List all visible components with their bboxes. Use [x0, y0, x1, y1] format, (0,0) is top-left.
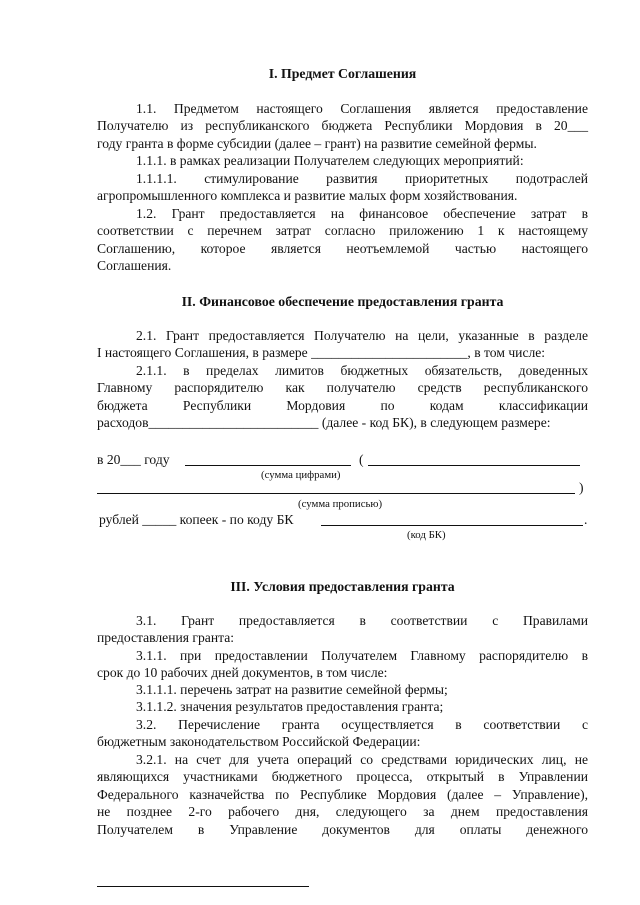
paren-close: )	[579, 480, 584, 495]
paragraph-1-2	[97, 205, 588, 275]
text-line: 1.1. Предметом настоящего Соглашения является предоставление	[136, 101, 588, 116]
text-line: предоставления гранта:	[97, 630, 235, 646]
section-1-title: I. Предмет Соглашения	[268, 66, 417, 81]
text-line: Получателю из республиканского бюджета Республики Мордовия в 20___	[97, 118, 588, 134]
text-line: 1.1.1.1. стимулирование развития приоритетных подотраслей	[136, 171, 588, 186]
paragraph-3-1	[97, 612, 588, 647]
rub-line-prefix: рублей _____ копеек - по коду БК	[99, 512, 294, 527]
paragraph-1-1	[97, 100, 588, 152]
section-2-title: II. Финансовое обеспечение предоставления гранта	[181, 294, 504, 309]
rub-line-end: .	[584, 512, 588, 527]
paragraph-3-1-1	[97, 647, 588, 682]
caption-bk: (код БК)	[407, 529, 446, 541]
text-line: 3.1.1.2. значения результатов предоставления гранта;	[136, 699, 444, 714]
text-line: Соглашения.	[97, 258, 172, 274]
text-line: Получателем в Управление документов для оплаты денежного	[97, 821, 588, 837]
caption-digits: (сумма цифрами)	[261, 469, 341, 481]
text-line: 1.2. Грант предоставляется на финансовое обеспечение затрат в	[136, 206, 588, 221]
section-3-title: III. Условия предоставления гранта	[230, 579, 455, 594]
text-line: 3.2.1. на счет для учета операций со средствами юридических лиц, не	[136, 752, 588, 767]
text-line: Главному распорядителю как получателю средств республиканского	[97, 380, 588, 396]
paragraph-2-1-1	[97, 362, 588, 432]
paragraph-3-2-1	[97, 751, 588, 838]
text-line: не позднее 2-го рабочего дня, следующего за днем предоставления	[97, 804, 588, 820]
text-line: 3.1.1.1. перечень затрат на развитие семейной фермы;	[136, 682, 448, 697]
text-line: 3.1.1. при предоставлении Получателем Главному распорядителю в	[136, 648, 588, 663]
text-line: I настоящего Соглашения, в размере _______________________, в том числе:	[97, 345, 546, 361]
amount-words-field-1[interactable]	[368, 453, 580, 466]
text-line: бюджетным законодательством Российской Федерации:	[97, 734, 421, 750]
text-line: 2.1. Грант предоставляется Получателю на цели, указанные в разделе	[136, 328, 588, 343]
text-line: Федерального казначейства по Республике Мордовия (далее – Управление),	[97, 786, 588, 802]
text-line: расходов_________________________ (далее - код БК), в следующем размере:	[97, 415, 551, 431]
paragraph-2-1	[97, 327, 588, 362]
text-line: агропромышленного комплекса и развитие малых форм хозяйствования.	[97, 188, 518, 204]
paragraph-3-1-1-2	[97, 698, 588, 715]
text-line: 2.1.1. в пределах лимитов бюджетных обязательств, доведенных	[136, 363, 588, 378]
text-line: году гранта в форме субсидии (далее – грант) на развитие семейной фермы.	[97, 135, 537, 151]
paren-open: (	[359, 452, 364, 467]
text-line: Соглашению, которое является неотъемлемой частью настоящего	[97, 240, 588, 256]
text-line: 3.1. Грант предоставляется в соответствии с Правилами	[136, 613, 588, 628]
caption-words: (сумма прописью)	[298, 498, 383, 510]
bk-code-field[interactable]	[321, 513, 583, 526]
text-line: являющихся участниками бюджетного процесса, открытый в Управлении	[97, 769, 588, 785]
paragraph-3-2	[97, 716, 588, 751]
text-line: 3.2. Перечисление гранта осуществляется в соответствии с	[136, 717, 588, 732]
text-line: бюджета Республики Мордовия по кодам классификации	[97, 397, 588, 413]
text-line: 1.1.1. в рамках реализации Получателем следующих мероприятий:	[136, 153, 524, 168]
paragraph-3-1-1-1	[97, 681, 588, 698]
amount-words-field-2[interactable]	[97, 481, 575, 494]
text-line: срок до 10 рабочих дней документов, в том числе:	[97, 665, 388, 681]
footnote-separator	[97, 886, 309, 887]
year-prefix: в 20___ году	[97, 452, 170, 467]
amount-digits-field[interactable]	[185, 453, 351, 466]
paragraph-1-1-1	[97, 152, 588, 169]
text-line: соответствии с перечнем затрат согласно приложению 1 к настоящему	[97, 223, 588, 239]
paragraph-1-1-1-1	[97, 170, 588, 205]
